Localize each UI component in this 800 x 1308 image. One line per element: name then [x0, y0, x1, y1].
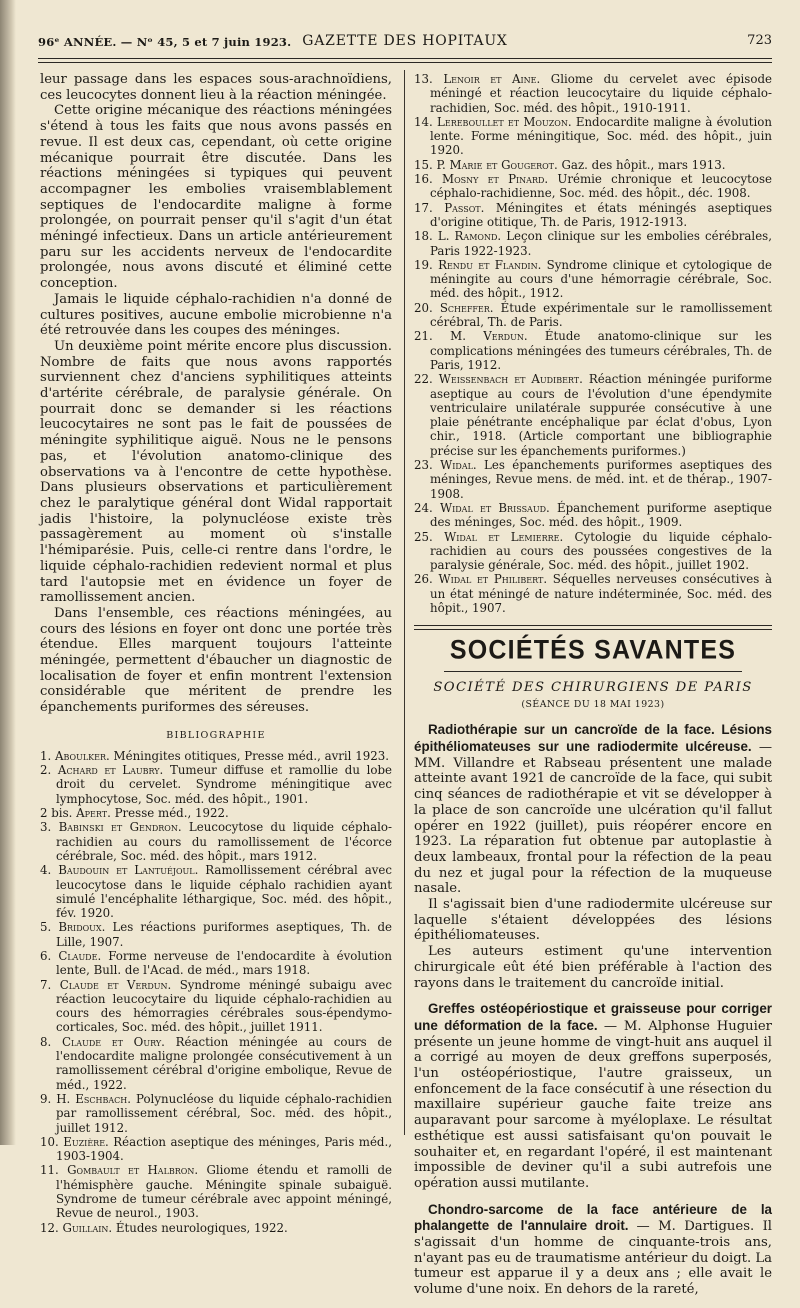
running-header	[38, 33, 772, 55]
reference-text: Séquelles nerveuses consécutives à un état méningé de nature indéterminée, Soc. méd. des hôpit., 1907.	[430, 572, 773, 615]
reference-text: Syndrome méningé subaigu avec réaction leucocytaire du liquide céphalo-rachidien au cours des hémorragies cérébrales sous-épendymo-corticales, Soc. méd. des hôpit., juillet 1911.	[56, 977, 392, 1035]
reference-text: Leucocytose du liquide céphalo-rachidien au cours du ramollissement de l'écorce cérébrale, Soc. méd. des hôpit., mars 1912.	[56, 820, 392, 863]
reference-text: Gaz. des hôpit., mars 1913.	[561, 157, 726, 172]
reference-item	[40, 1035, 392, 1092]
reference-number: 13.	[414, 72, 444, 86]
reference-text: Gliome étendu et ramolli de l'hémisphère gauche. Méningite spinale subaiguë. Syndrome de tumeur cérébrale avec appoint méningé, Revue de neurol., 1903.	[56, 1163, 392, 1221]
header-rule-thin	[38, 62, 772, 63]
reference-item	[414, 258, 772, 301]
reference-number: 3.	[40, 820, 59, 835]
reference-item	[40, 1221, 392, 1235]
reference-text: Ramollissement cérébral avec leucocytose dans le liquide céphalo rachidien ayant simulé l'encéphalite léthargique, Soc. méd. des hôpit., fév. 1920.	[56, 863, 392, 921]
reference-text: Syndrome clinique et cytologique de méningite au cours d'une hémorragie cérébrale, Soc. méd. des hôpit., 1912.	[430, 257, 772, 301]
body-paragraph: Cette origine mécanique des réactions méningées s'étend à tous les faits que nous avons passés en revue. Il est deux cas, cependant, où cette origine mécanique pourrait être discutée. Dans les réactions méningées si typiques qui peuvent accompagner les embolies vraisemblablement septiques de l'endocardite maligne à forme prolongée, on pourrait penser qu'il s'agit d'un état méningé infectieux. Dans un article antérieurement paru sur les accidents nerveux de l'endocardite prolongée, nous avons discuté et éliminé cette conception.	[40, 103, 392, 292]
body-paragraph: Un deuxième point mérite encore plus discussion. Nombre de faits que nous avons rapportés surviennent chez d'anciens syphilitiques atteints d'artérite cérébrale, de paralysie générale. On pourrait donc se demander si les réactions leucocytaires ne sont pas le fait de poussées de méningite syphilitique aiguë. Nous ne le pensons pas, et l'évolution anatomo-clinique des observations va à l'encontre de cette hypothèse. Dans plusieurs observations et particulièrement chez le paralytique général dont Widal rapportait jadis l'histoire, la polynucléose existe très passagèrement au moment où s'installe l'hémiparésie. Puis, celle-ci rentre dans l'ordre, le liquide céphalo-rachidien redevient normal et plus tard l'autopsie met en évidence un foyer de ramollissement ancien.	[40, 338, 392, 606]
reference-authors: Bridoux.	[58, 920, 113, 935]
reference-authors: P. Marie et Gougerot.	[436, 157, 562, 172]
left-column	[40, 72, 392, 1235]
reference-text: Étude expérimentale sur le ramollissement cérébral, Th. de Paris.	[430, 300, 773, 330]
reference-text: Épanchement puriforme aseptique des méninges, Soc. méd. des hôpit., 1909.	[430, 500, 772, 530]
reference-item	[40, 949, 392, 978]
reference-number: 25.	[414, 529, 445, 544]
reference-number: 14.	[414, 114, 438, 129]
reference-text: Les réactions puriformes aseptiques, Th. de Lille, 1907.	[56, 920, 392, 949]
reference-item	[414, 501, 772, 530]
header-rule	[38, 58, 772, 59]
reference-item	[414, 72, 772, 115]
page-number: 723	[747, 33, 772, 48]
reference-item	[414, 372, 772, 458]
reference-number: 26.	[414, 572, 439, 587]
reference-item	[40, 806, 392, 820]
reference-authors: Achard et Laubry.	[57, 763, 170, 778]
section-title: SOCIÉTÉS SAVANTES	[449, 635, 737, 666]
reference-number: 6.	[40, 948, 59, 963]
reference-number: 12.	[40, 1220, 63, 1235]
section-rule-short	[444, 671, 742, 672]
section-rule	[414, 625, 772, 626]
article-title: Radiothérapie sur un cancroïde de la face. Lésions épithéliomateuses sur une radiodermite ulcéreuse.	[414, 722, 772, 754]
reference-authors: Apert.	[76, 806, 115, 821]
reference-authors: Widal.	[440, 458, 485, 473]
reference-text: Réaction méningée au cours de l'endocardite maligne prolongée consécutivement à un ramollissement cérébral d'origine embolique, Revue de méd., 1922.	[56, 1034, 392, 1092]
reference-authors: Baudouin et Lantuéjoul.	[58, 863, 206, 878]
reference-text: Leçon clinique sur les embolies cérébrales, Paris 1922-1923.	[430, 229, 772, 258]
reference-text: Méningites et états méningés aseptiques d'origine otitique, Th. de Paris, 1912-1913.	[430, 200, 772, 229]
reference-authors: Claude et Verdun.	[59, 977, 180, 992]
reference-authors: Lenoir et Aine.	[443, 72, 551, 86]
reference-number: 23.	[414, 458, 441, 473]
reference-number: 19.	[414, 257, 439, 272]
reference-item	[40, 1135, 392, 1164]
reference-item	[40, 1092, 392, 1135]
reference-number: 16.	[414, 172, 443, 187]
reference-item	[414, 229, 772, 258]
reference-item	[40, 863, 392, 920]
reference-item	[40, 1163, 392, 1220]
reference-authors: Weissenbach et Audibert.	[438, 372, 589, 387]
session-date: (SÉANCE DU 18 MAI 1923)	[521, 699, 665, 711]
reference-number: 1.	[40, 748, 56, 763]
reference-text: Réaction aseptique des méninges, Paris méd., 1903-1904.	[56, 1134, 392, 1164]
article-title: Chondro-sarcome de la face antérieure de la phalangette de l'annulaire droit.	[414, 1201, 772, 1234]
reference-text: Presse méd., 1922.	[114, 806, 229, 821]
society-name: SOCIÉTÉ DES CHIRURGIENS DE PARIS	[433, 680, 753, 696]
reference-item	[40, 749, 392, 763]
article-paragraph: Les auteurs estiment qu'une intervention chirurgicale eût été bien préférable à l'action des rayons dans le traitement du cancroïde initial.	[414, 944, 772, 991]
article	[414, 1001, 772, 1191]
reference-item	[414, 530, 772, 573]
reference-number: 9.	[40, 1091, 57, 1106]
reference-number: 10.	[40, 1134, 64, 1149]
reference-number: 7.	[40, 977, 60, 992]
reference-text: Méningites otitiques, Presse méd., avril 1923.	[113, 748, 389, 763]
article-body: — M. Alphonse Huguier présente un jeune homme de vingt-huit ans auquel il a corrigé au moyen de deux greffons superposés, l'un ostéopériostique, l'autre graisseux, un enfoncement de la face consécutif à une résection du maxillaire supérieur gauche faite treize ans auparavant pour sarcome à myéloplaxe. Le résultat esthétique est aussi satisfaisant qu'on pouvait le souhaiter et, en regardant l'opéré, il est maintenant impossible de deviner qu'il a subi autrefois une opération aussi mutilante.	[414, 1018, 772, 1191]
body-paragraph: leur passage dans les espaces sous-arachnoïdiens, ces leucocytes donnent lieu à la réaction méningée.	[40, 72, 392, 103]
reference-item	[414, 201, 772, 230]
reference-text: Urémie chronique et leucocytose céphalo-rachidienne, Soc. méd. des hôpit., déc. 1908.	[430, 172, 773, 201]
reference-text: Tumeur diffuse et ramollie du lobe droit du cervelet. Syndrome méningitique avec lymphocytose, Soc. méd. des hôpit., 1901.	[56, 763, 392, 806]
reference-item	[40, 820, 392, 863]
section-rule-thin	[414, 629, 772, 630]
articles	[414, 722, 772, 1298]
reference-number: 18.	[414, 229, 438, 244]
reference-number: 21.	[414, 329, 451, 344]
reference-item	[40, 920, 392, 949]
reference-number: 20.	[414, 300, 440, 315]
article	[414, 1202, 772, 1298]
article	[414, 722, 772, 991]
reference-number: 11.	[40, 1163, 68, 1178]
reference-item	[414, 301, 772, 330]
journal-title: GAZETTE DES HOPITAUX	[302, 33, 508, 49]
reference-text: Gliome du cervelet avec épisode méningé et réaction leucocytaire du liquide céphalo-rachidien, Soc. méd. des hôpit., 1910-1911.	[430, 72, 772, 115]
reference-text: Forme nerveuse de l'endocardite à évolution lente, Bull. de l'Acad. de méd., mars 1918.	[56, 948, 392, 978]
reference-authors: Claude et Oury.	[61, 1034, 176, 1049]
body-paragraph: Dans l'ensemble, ces réactions méningées, au cours des lésions en foyer ont donc une portée très étendue. Elles marquent toujours l'atteinte méningée, permettent d'ébaucher un diagnostic de localisation de foyer et enfin montrent l'extension considérable que méritent de prendre les épanchements puriformes des séreuses.	[40, 605, 392, 716]
article-title: Greffes ostéopériostique et graisseuse pour corriger une déformation de la face.	[414, 1001, 772, 1033]
reference-authors: Claude.	[58, 948, 109, 963]
article-lead	[414, 722, 772, 897]
reference-item	[414, 458, 772, 501]
reference-number: 8.	[40, 1034, 62, 1049]
bibliography-heading: BIBLIOGRAPHIE	[166, 729, 266, 741]
article-body: — MM. Villandre et Rabseau présentent une malade atteinte avant 1921 de cancroïde de la face, qui subit cinq séances de radiothérapie et vit se développer à la place de son cancroïde une ulcération qu'il fallut opérer en 1922 (juillet), puis réopérer encore en 1923. La réparation fut obtenue par autoplastie à deux lambeaux, frontal pour la réfection de la peau du nez et jugal pour la réfection de la muqueuse nasale.	[414, 739, 772, 897]
article-lead	[414, 1202, 772, 1298]
issue-info: 96ᵉ ANNÉE. — Nᵒ 45, 5 et 7 juin 1923.	[38, 35, 292, 49]
reference-item	[414, 115, 772, 158]
reference-item	[40, 978, 392, 1035]
column-divider	[404, 70, 405, 1135]
reference-item	[414, 172, 772, 201]
reference-authors: Guillain.	[62, 1220, 116, 1235]
reference-number: 2.	[40, 763, 58, 778]
reference-item	[414, 572, 772, 615]
reference-text: Réaction méningée puriforme aseptique au cours de l'évolution d'une épendymite ventriculaire unilatérale suppurée consécutive à une plaie pénétrante encéphalique par éclat d'obus, Lyon chir., 1918. (Article comportant une bibliographie précise sur les épanchements puriformes.)	[430, 372, 772, 458]
reference-number: 22.	[414, 372, 439, 387]
reference-text: Cytologie du liquide céphalo-rachidien au cours des poussées congestives de la paralysie générale, Soc. méd. des hôpit., juillet 1902.	[430, 529, 772, 573]
reference-authors: Rendu et Flandin.	[438, 257, 547, 272]
reference-authors: Babinski et Gendron.	[58, 820, 189, 835]
reference-authors: Euzière.	[63, 1134, 114, 1149]
reference-number: 15.	[414, 157, 437, 172]
reference-authors: Widal et Brissaud.	[439, 500, 557, 515]
reference-authors: Passot.	[444, 200, 496, 215]
article-body: — M. Dartigues. Il s'agissait d'un homme de cinquante-trois ans, n'ayant pas eu de traumatisme antérieur du doigt. La tumeur est apparue il y a deux ans ; elle avait le volume d'une noix. En dehors de la rareté,	[414, 1219, 773, 1298]
reference-text: Polynucléose du liquide céphalo-rachidien par ramollissement cérébral, Soc. méd. des hôpit., juillet 1912.	[56, 1091, 393, 1135]
reference-item	[414, 329, 772, 372]
reference-number: 24.	[414, 500, 440, 515]
article-lead	[414, 1001, 772, 1191]
reference-authors: Lereboullet et Mouzon.	[437, 114, 576, 129]
reference-text: Les épanchements puriformes aseptiques des méninges, Revue mens. de méd. int. et de thérap., 1907-1908.	[430, 458, 772, 501]
reference-list-right	[414, 72, 772, 615]
reference-authors: Aboulker.	[55, 748, 114, 763]
reference-authors: Scheffer.	[439, 300, 501, 315]
right-column	[414, 72, 772, 1308]
reference-text: Étude anatomo-clinique sur les complications méningées des tumeurs cérébrales, Th. de Paris, 1912.	[430, 329, 772, 372]
binding-gutter	[0, 0, 16, 1145]
reference-text: Études neurologiques, 1922.	[115, 1220, 288, 1235]
body-paragraph: Jamais le liquide céphalo-rachidien n'a donné de cultures positives, aucune embolie microbienne n'a été retrouvée dans les coupes des méninges.	[40, 291, 392, 339]
reference-item	[414, 158, 772, 172]
reference-authors: Mosny et Pinard.	[442, 172, 558, 187]
reference-number: 5.	[40, 920, 59, 935]
reference-authors: Gombault et Halbron.	[67, 1163, 207, 1178]
reference-authors: Widal et Philibert.	[438, 572, 553, 587]
reference-authors: M. Verdun.	[450, 329, 545, 344]
reference-number: 17.	[414, 200, 445, 215]
reference-list-left	[40, 749, 392, 1235]
reference-number: 2 bis.	[40, 806, 77, 821]
reference-item	[40, 763, 392, 806]
reference-authors: Widal et Lemierre.	[444, 529, 575, 544]
reference-text: Endocardite maligne à évolution lente. Forme méningitique, Soc. méd. des hôpit., juin 1920.	[430, 114, 773, 158]
reference-number: 4.	[40, 863, 59, 878]
article-paragraph: Il s'agissait bien d'une radiodermite ulcéreuse sur laquelle s'étaient développées des lésions épithéliomateuses.	[414, 897, 772, 944]
reference-authors: L. Ramond.	[437, 229, 507, 244]
reference-authors: H. Eschbach.	[56, 1091, 136, 1106]
